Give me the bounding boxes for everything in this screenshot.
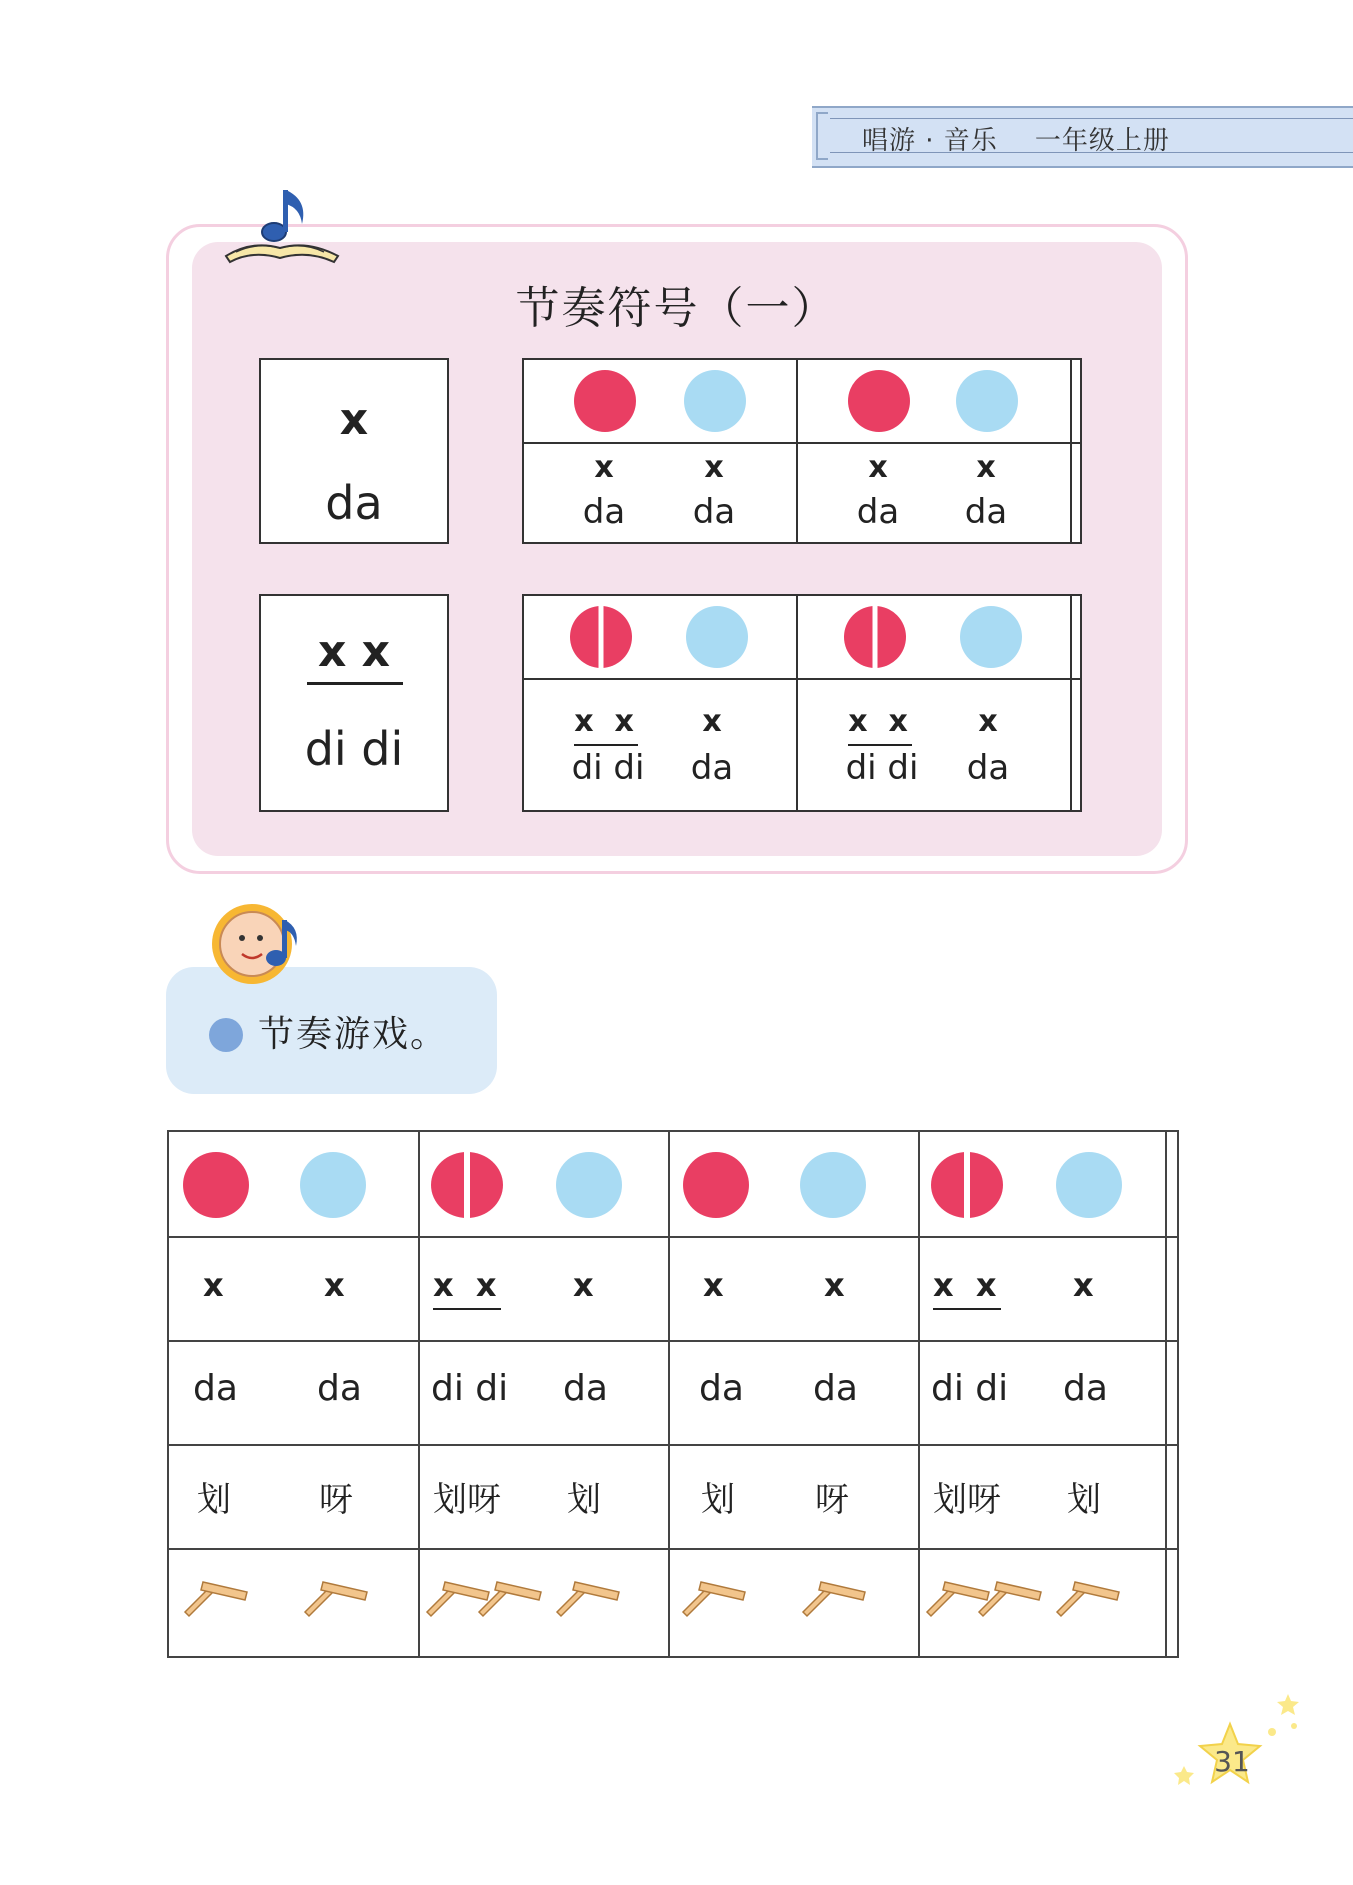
rhythm-mark: x: [703, 1266, 724, 1304]
bar-line: [918, 1132, 920, 1656]
rhythm-mark: x: [978, 704, 998, 739]
music-note-book-icon: [222, 182, 342, 266]
lyric-word: 划呀: [433, 1480, 501, 1520]
rhythm-mark: x: [976, 450, 996, 485]
header-rule: [830, 118, 1353, 119]
table-divider: [169, 1444, 1177, 1446]
rhythm-syllable: da: [1063, 1368, 1108, 1409]
rhythm-syllable: di di: [304, 722, 404, 776]
symbol-box-da: [259, 358, 449, 544]
bar-line: [1070, 360, 1072, 542]
sun-mascot-icon: [208, 898, 304, 988]
table-divider: [169, 1548, 1177, 1550]
rhythm-mark: x: [594, 450, 614, 485]
clapper-sticks-icon: [975, 1572, 1045, 1618]
clapper-sticks-icon: [475, 1572, 545, 1618]
rhythm-game-table: [167, 1130, 1179, 1658]
lyric-word: 划: [197, 1480, 231, 1520]
clapper-sticks-icon: [1053, 1572, 1123, 1618]
lyric-word: 呀: [319, 1480, 353, 1520]
strong-beat-dot: [183, 1152, 249, 1218]
bar-line: [1070, 596, 1072, 810]
weak-beat-dot: [300, 1152, 366, 1218]
rhythm-syllable: da: [690, 748, 734, 788]
symbol-box-didi: [259, 594, 449, 812]
split-beat-dot: [931, 1152, 1003, 1218]
rhythm-mark: x: [203, 1266, 224, 1304]
split-beat-dot: [570, 606, 632, 668]
bar-line: [796, 596, 798, 810]
rhythm-syllable: di di: [571, 748, 645, 788]
weak-beat-dot: [686, 606, 748, 668]
bar-line: [796, 360, 798, 542]
rhythm-syllable: da: [563, 1368, 608, 1409]
table-divider: [169, 1340, 1177, 1342]
header-title: 唱游 · 音乐 一年级上册: [862, 126, 1170, 156]
rhythm-syllable: da: [699, 1368, 744, 1409]
clapper-sticks-icon: [301, 1572, 371, 1618]
rhythm-syllable: da: [582, 492, 626, 532]
weak-beat-dot: [556, 1152, 622, 1218]
lyric-word: 呀: [815, 1480, 849, 1520]
lyric-word: 划: [1067, 1480, 1101, 1520]
rhythm-mark: x x: [574, 704, 634, 739]
bullet-icon: [209, 1018, 243, 1052]
game-label: 节奏游戏。: [258, 1014, 449, 1055]
header-band: [812, 106, 1353, 168]
card-title: 节奏符号（一）: [515, 283, 838, 334]
clapper-sticks-icon: [553, 1572, 623, 1618]
rhythm-syllable: di di: [431, 1368, 509, 1409]
clapper-sticks-icon: [799, 1572, 869, 1618]
lyric-word: 划: [701, 1480, 735, 1520]
header-ornament: [816, 112, 828, 160]
weak-beat-dot: [800, 1152, 866, 1218]
table-divider: [524, 442, 1080, 444]
rhythm-mark: x x: [317, 626, 391, 677]
bar-line: [668, 1132, 670, 1656]
rhythm-mark: x: [704, 450, 724, 485]
rhythm-syllable: di di: [931, 1368, 1009, 1409]
rhythm-mark: x x: [848, 704, 908, 739]
weak-beat-dot: [684, 370, 746, 432]
table-divider: [169, 1236, 1177, 1238]
rhythm-mark: x: [702, 704, 722, 739]
weak-beat-dot: [1056, 1152, 1122, 1218]
rhythm-table-da: [522, 358, 1082, 544]
rhythm-mark: x x: [433, 1266, 497, 1304]
lyric-word: 划呀: [933, 1480, 1001, 1520]
page-number: 31: [1214, 1745, 1250, 1778]
eighth-note-beam: [307, 682, 403, 685]
rhythm-syllable: da: [692, 492, 736, 532]
strong-beat-dot: [848, 370, 910, 432]
weak-beat-dot: [956, 370, 1018, 432]
clapper-sticks-icon: [679, 1572, 749, 1618]
eighth-note-beam: [933, 1308, 1001, 1310]
eighth-note-beam: [848, 744, 912, 746]
rhythm-mark: x: [339, 394, 369, 445]
strong-beat-dot: [574, 370, 636, 432]
rhythm-mark: x: [868, 450, 888, 485]
bar-line: [418, 1132, 420, 1656]
rhythm-syllable: di di: [845, 748, 919, 788]
rhythm-syllable: da: [317, 1368, 362, 1409]
split-beat-dot: [431, 1152, 503, 1218]
rhythm-mark: x: [824, 1266, 845, 1304]
rhythm-syllable: da: [964, 492, 1008, 532]
rhythm-mark: x x: [933, 1266, 997, 1304]
eighth-note-beam: [433, 1308, 501, 1310]
rhythm-syllable: da: [856, 492, 900, 532]
rhythm-mark: x: [1073, 1266, 1094, 1304]
eighth-note-beam: [574, 744, 638, 746]
rhythm-syllable: da: [193, 1368, 238, 1409]
rhythm-syllable: da: [325, 476, 383, 530]
weak-beat-dot: [960, 606, 1022, 668]
table-divider: [524, 678, 1080, 680]
rhythm-mark: x: [573, 1266, 594, 1304]
bar-line: [1165, 1132, 1167, 1656]
lyric-word: 划: [567, 1480, 601, 1520]
rhythm-table-didi: [522, 594, 1082, 812]
rhythm-syllable: da: [813, 1368, 858, 1409]
clapper-sticks-icon: [181, 1572, 251, 1618]
split-beat-dot: [844, 606, 906, 668]
rhythm-syllable: da: [966, 748, 1010, 788]
rhythm-mark: x: [324, 1266, 345, 1304]
strong-beat-dot: [683, 1152, 749, 1218]
